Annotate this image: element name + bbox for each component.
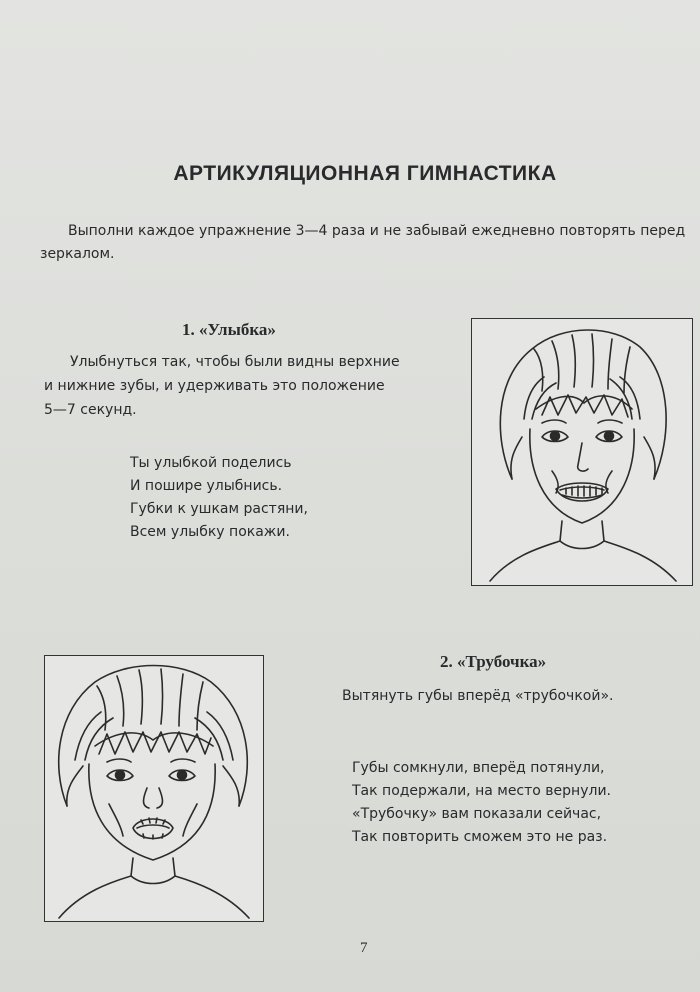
exercise-1-description-line: и нижние зубы, и удерживать это положение — [44, 378, 385, 394]
poem-line: Губки к ушкам растяни, — [130, 501, 308, 517]
exercise-1-poem — [130, 452, 308, 544]
poem-line: Губы сомкнули, вперёд потянули, — [352, 760, 605, 776]
exercise-2-description: Вытянуть губы вперёд «трубочкой». — [342, 688, 614, 704]
poem-line: Так повторить сможем это не раз. — [352, 829, 608, 845]
intro-text: Выполни каждое упражнение 3—4 раза и не забывай ежедневно повторять перед зеркалом. — [40, 223, 686, 262]
exercise-1-title: 1. «Улыбка» — [182, 320, 276, 339]
exercise-2-title: 2. «Трубочка» — [440, 652, 547, 671]
exercise-1-description-line: Улыбнуться так, чтобы были видны верхние — [70, 354, 400, 370]
smiling-child-face-icon — [471, 318, 693, 586]
page-title: АРТИКУЛЯЦИОННАЯ ГИМНАСТИКА — [173, 162, 557, 185]
poem-line: Ты улыбкой поделись — [130, 455, 292, 471]
poem-line: Так подержали, на место вернули. — [352, 783, 611, 799]
exercise-1-description — [44, 350, 464, 422]
exercise-2-poem — [352, 757, 611, 849]
poem-line: Всем улыбку покажи. — [130, 524, 290, 540]
poem-line: «Трубочку» вам показали сейчас, — [352, 806, 602, 822]
exercise-1-description-line: 5—7 секунд. — [44, 402, 137, 418]
poem-line: И пошире улыбнись. — [130, 478, 283, 494]
child-face-pursed-lips-icon — [44, 655, 264, 922]
page-number: 7 — [360, 940, 368, 956]
